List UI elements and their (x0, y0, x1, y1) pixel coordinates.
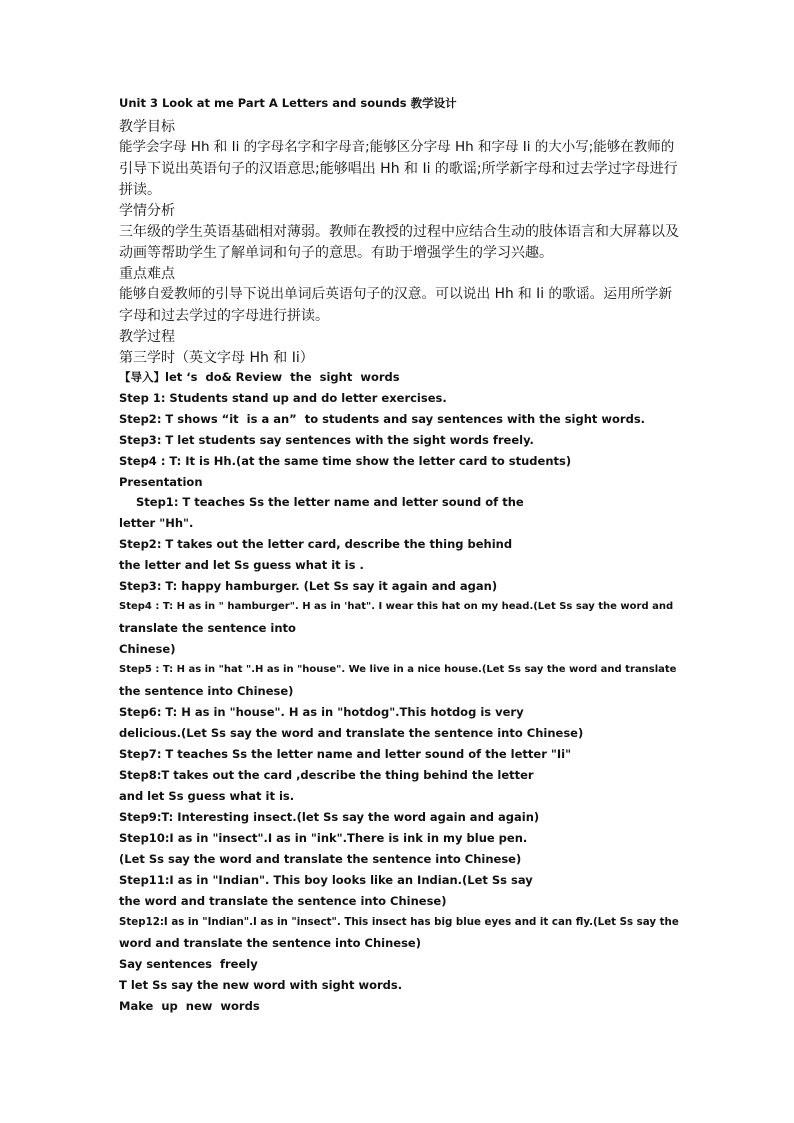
key-line-2: 字母和过去学过的字母进行拼读。 (119, 308, 329, 324)
step-line: Step12:I as in "Indian".I as in "insect". This insect has big blue eyes and it can fly.(Let Ss say the (119, 916, 679, 928)
step-line: Step9:T: Interesting insect.(let Ss say the word again and again) (119, 810, 540, 824)
step-line: Step7: T teaches Ss the letter name and letter sound of the letter "Ii" (119, 747, 572, 761)
goals-line-2: 引导下说出英语句子的汉语意思;能够唱出 Hh 和 Ii 的歌谣;所学新字母和过去学过字母进行 (119, 161, 678, 177)
key-line-1: 能够自爱教师的引导下说出单词后英语句子的汉意。可以说出 Hh 和 Ii 的歌谣。运用所学新 (119, 286, 673, 302)
step-line: Step4 : T: H as in " hamburger". H as in 'hat". I wear this hat on my head.(Let Ss say the word and (119, 601, 674, 612)
step-line: Step2: T takes out the letter card, describe the thing behind (119, 537, 513, 551)
heading-key-points: 重点难点 (119, 266, 175, 282)
step-line: and let Ss guess what it is. (119, 789, 295, 803)
goals-line-1: 能学会字母 Hh 和 Ii 的字母名字和字母音;能够区分字母 Hh 和字母 Ii 的大小写;能够在教师的 (119, 139, 675, 155)
step-line: Step10:I as in "insect".I as in "ink".There is ink in my blue pen. (119, 831, 528, 845)
step-line: the letter and let Ss guess what it is . (119, 558, 364, 572)
analysis-line-1: 三年级的学生英语基础相对薄弱。教师在教授的过程中应结合生动的肢体语言和大屏幕以及 (119, 224, 679, 240)
step-line: word and translate the sentence into Chinese) (119, 936, 421, 950)
step-line: Step 1: Students stand up and do letter exercises. (119, 391, 447, 405)
intro-line: 【导入】let ‘s do& Review the sight words (119, 370, 400, 384)
step-line: Step3: T let students say sentences with the sight words freely. (119, 433, 534, 447)
heading-process: 教学过程 (119, 329, 175, 345)
step-line: Chinese) (119, 642, 176, 656)
step-line: Make up new words (119, 999, 260, 1013)
presentation-heading: Presentation (119, 475, 203, 489)
heading-goals: 教学目标 (119, 119, 175, 135)
step-line: Step4 : T: It is Hh.(at the same time show the letter card to students) (119, 454, 572, 468)
step-line: Step2: T shows “it is a an” to students and say sentences with the sight words. (119, 412, 646, 426)
goals-line-3: 拼读。 (119, 182, 161, 198)
step-line: Step6: T: H as in "house". H as in "hotdog".This hotdog is very (119, 705, 524, 719)
document-title: Unit 3 Look at me Part A Letters and sounds 教学设计 (119, 96, 457, 110)
step-line: Say sentences freely (119, 957, 258, 971)
analysis-line-2: 动画等帮助学生了解单词和句子的意思。有助于增强学生的学习兴趣。 (119, 245, 553, 261)
step-line: T let Ss say the new word with sight words. (119, 978, 403, 992)
lesson-heading: 第三学时（英文字母 Hh 和 Ii） (119, 350, 314, 366)
step-line: the sentence into Chinese) (119, 684, 294, 698)
step-line: Step5 : T: H as in "hat ".H as in "house". We live in a nice house.(Let Ss say the word and translate (119, 664, 677, 675)
heading-analysis: 学情分析 (119, 203, 175, 219)
step-line: the word and translate the sentence into Chinese) (119, 894, 447, 908)
step-line: letter "Hh". (119, 516, 194, 530)
step-line: Step8:T takes out the card ,describe the thing behind the letter (119, 768, 534, 782)
step-line: translate the sentence into (119, 621, 296, 635)
step-line: Step3: T: happy hamburger. (Let Ss say it again and agan) (119, 579, 498, 593)
step-line: (Let Ss say the word and translate the sentence into Chinese) (119, 852, 522, 866)
step-line: Step1: T teaches Ss the letter name and letter sound of the (136, 495, 524, 509)
step-line: delicious.(Let Ss say the word and translate the sentence into Chinese) (119, 726, 584, 740)
step-line: Step11:I as in "Indian". This boy looks like an Indian.(Let Ss say (119, 873, 533, 887)
